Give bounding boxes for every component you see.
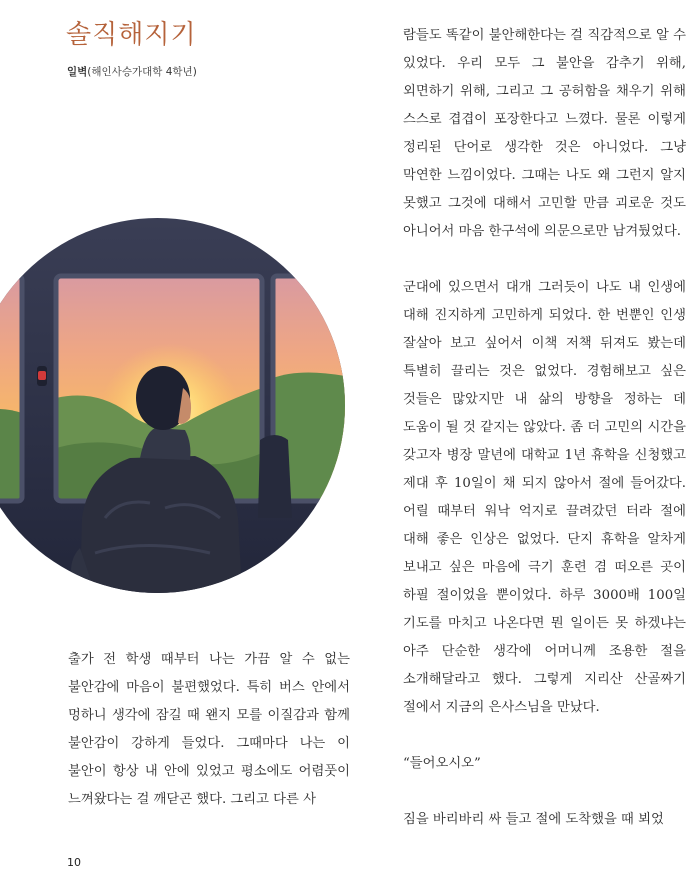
- paragraph: 짐을 바리바리 싸 들고 절에 도착했을 때 뵈었: [403, 812, 664, 827]
- author-byline: [67, 64, 197, 79]
- article-title: 솔직해지기: [66, 20, 197, 50]
- paragraph: 군대에 있으면서 대개 그러듯이 나도 내 인생에 대해 진지하게 고민하게 되었다. 한 번뿐인 인생 잘살아 보고 싶어서 이책 저책 뒤져도 봤는데 특별히 끌리는 것은 없었다. 경험해보고 싶은 것들은 많았지만 내 삶의 방향을 정하는 데 도움이 될 것 같지는 않았다. 좀 더 고민의 시간을 갖고자 병장 말년에 대학교 1년 휴학을 신청했고 제대 후 10일이 채 되지 않아서 절에 들어갔다. 어릴 때부터 워낙 억지로 끌려갔던 터라 절에 대해 좋은 인상은 없었다. 단지 휴학을 알차게 보내고 싶은 마음에 극기 훈련 겸 떠오른 곳이 하필 절이었을 뿐이었다. 하루 3000배 100일 기도를 마치고 나온다면 뭔 일이든 못 하겠냐는 아주 단순한 생각에 어머니께 조용한 절을 소개해달라고 했다. 그렇게 지리산 산골짜기 절에서 지금의 은사스님을 만났다.: [403, 280, 686, 715]
- right-column-text: [403, 22, 686, 834]
- author-name: 일벽: [67, 66, 88, 78]
- paragraph: 람들도 똑같이 불안해한다는 걸 직감적으로 알 수 있었다. 우리 모두 그 불안을 감추기 위해, 외면하기 위해, 그리고 그 공허함을 채우기 위해 스스로 겹겹이 포장한다고 느꼈다. 물론 이렇게 정리된 단어로 생각한 것은 아니었다. 그냥 막연한 느낌이었다. 그때는 나도 왜 그런지 알지 못했고 그것에 대해서 고민할 만큼 괴로운 것도 아니어서 마음 한구석에 의문으로만 남겨뒀었다.: [403, 28, 686, 239]
- quote-paragraph: “들어오시오”: [403, 756, 481, 771]
- author-note: (해인사승가대학 4학년): [87, 66, 197, 78]
- left-column-text: [68, 646, 350, 814]
- page-number: 10: [67, 856, 81, 869]
- bus-window-sunset-illustration: [0, 218, 345, 593]
- paragraph: 출가 전 학생 때부터 나는 가끔 알 수 없는 불안감에 마음이 불편했었다. 특히 버스 안에서 멍하니 생각에 잠길 때 왠지 모를 이질감과 함께 불안감이 강하게 들었다. 그때마다 나는 이 불안이 항상 내 안에 있었고 평소에도 어렴풋이 느껴왔다는 걸 깨닫곤 했다. 그리고 다른 사: [68, 652, 350, 807]
